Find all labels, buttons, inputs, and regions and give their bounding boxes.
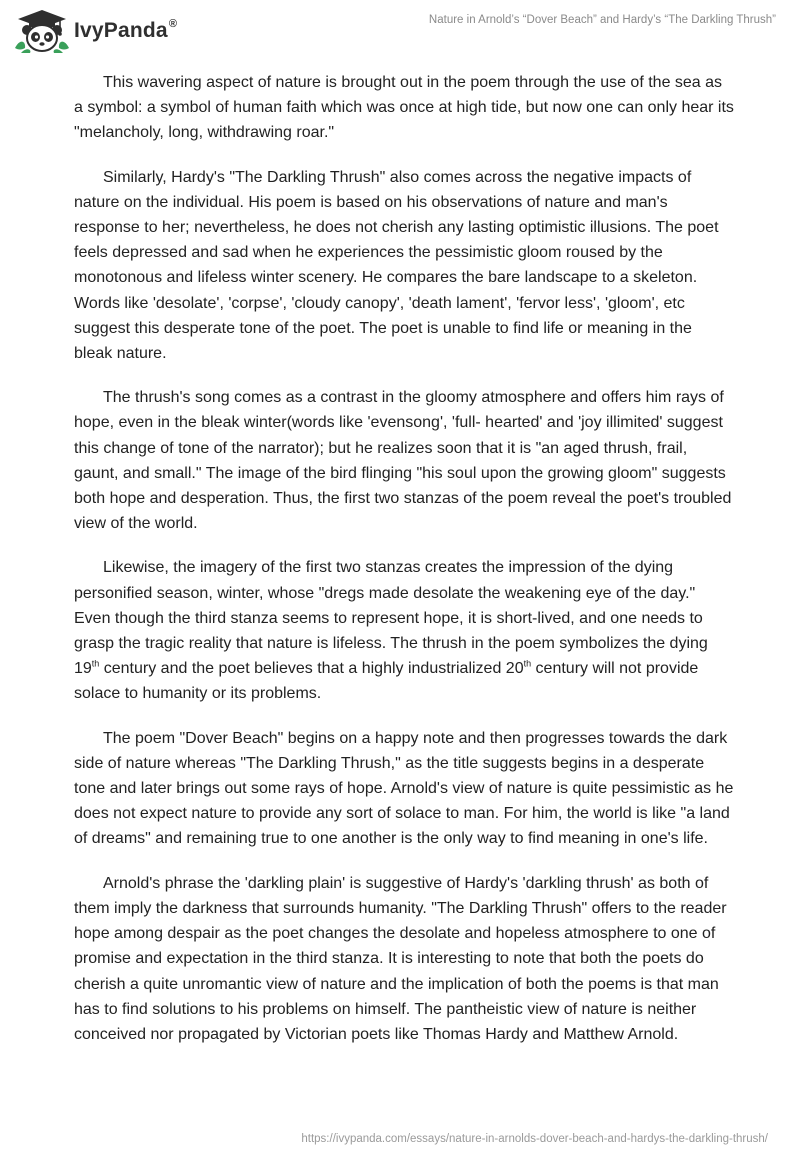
essay-body — [74, 70, 734, 1066]
paragraph-4 — [74, 555, 734, 706]
ivypanda-logo[interactable] — [12, 8, 177, 54]
paragraph-2: Similarly, Hardy's "The Darkling Thrush" also comes across the negative impacts of nature on the individual. His poem is based on his observations of nature and man's response to her; nevertheless, he does not cherish any lasting optimistic illusions. The poet feels depressed and sad when he experiences the pessimistic gloom roused by the monotonous and lifeless winter scenery. He compares the bare landscape to a skeleton. Words like 'desolate', 'corpse', 'cloudy canopy', 'death lament', 'fervor less', 'gloom', etc suggest this desperate tone of the poet. The poet is unable to find life or meaning in the bleak nature. — [74, 168, 719, 363]
paragraph-5: The poem "Dover Beach" begins on a happy note and then progresses towards the dark side of nature whereas "The Darkling Thrush," as the title suggests begins in a desperate tone and later brings out some rays of hope. Arnold's view of nature is quite pessimistic as he does not expect nature to provide any sort of solace to man. For him, the world is like "a land of dreams" and remaining true to one another is the only way to find meaning in one's life. — [74, 729, 734, 848]
ordinal-suffix: th — [523, 658, 532, 669]
paragraph-4-part-b: century and the poet believes that a highly industrialized 20 — [99, 660, 524, 678]
brand-name — [74, 19, 177, 43]
page-header — [0, 0, 800, 60]
brand-label: IvyPanda — [74, 19, 168, 42]
paragraph-6: Arnold's phrase the 'darkling plain' is suggestive of Hardy's 'darkling thrush' as both of them imply the darkness that surrounds humanity. "The Darkling Thrush" offers to the reader hope among despair as the poet changes the desolate and hopeless atmosphere to one of promise and expectation in the third stanza. It is interesting to note that both the poets do cherish a quite unromantic view of nature and the implication of both the poems is that man has to find solutions to his problems on himself. The pantheistic view of nature is neither conceived nor propagated by Victorian poets like Thomas Hardy and Matthew Arnold. — [74, 874, 727, 1043]
source-url[interactable]: https://ivypanda.com/essays/nature-in-arnolds-dover-beach-and-hardys-the-darkling-thrush/ — [301, 1133, 768, 1145]
paragraph-3: The thrush's song comes as a contrast in the gloomy atmosphere and offers him rays of hope, even in the bleak winter(words like 'evensong', 'full- hearted' and 'joy illimited' suggest this change of tone of the narrator); but he realizes soon that it is "an aged thrush, frail, gaunt, and small." The image of the bird flinging "his soul upon the growing gloom" suggests both hope and desperation. Thus, the first two stanzas of the poem reveal the poet's troubled view of the world. — [74, 389, 732, 533]
paragraph-1: This wavering aspect of nature is brought out in the poem through the use of the sea as a symbol: a symbol of human faith which was once at high tide, but now one can only hear its "melancholy, long, withdrawing roar." — [74, 74, 734, 142]
panda-graduate-icon — [12, 8, 70, 54]
document-title: Nature in Arnold’s “Dover Beach” and Hardy’s “The Darkling Thrush” — [428, 14, 776, 26]
ordinal-suffix: th — [91, 658, 100, 669]
paragraph-4-part-c: century will not provide solace to humanity or its problems. — [74, 660, 699, 703]
registered-mark: ® — [168, 18, 178, 30]
paragraph-4-part-a: Likewise, the imagery of the first two stanzas creates the impression of the dying personified season, winter, whose "dregs made desolate the weakening eye of the day." Even though the third stanza seems to represent hope, it is short-lived, and one needs to grasp the tragic reality that nature is lifeless. The thrush in the poem symbolizes the dying 19 — [74, 559, 708, 678]
